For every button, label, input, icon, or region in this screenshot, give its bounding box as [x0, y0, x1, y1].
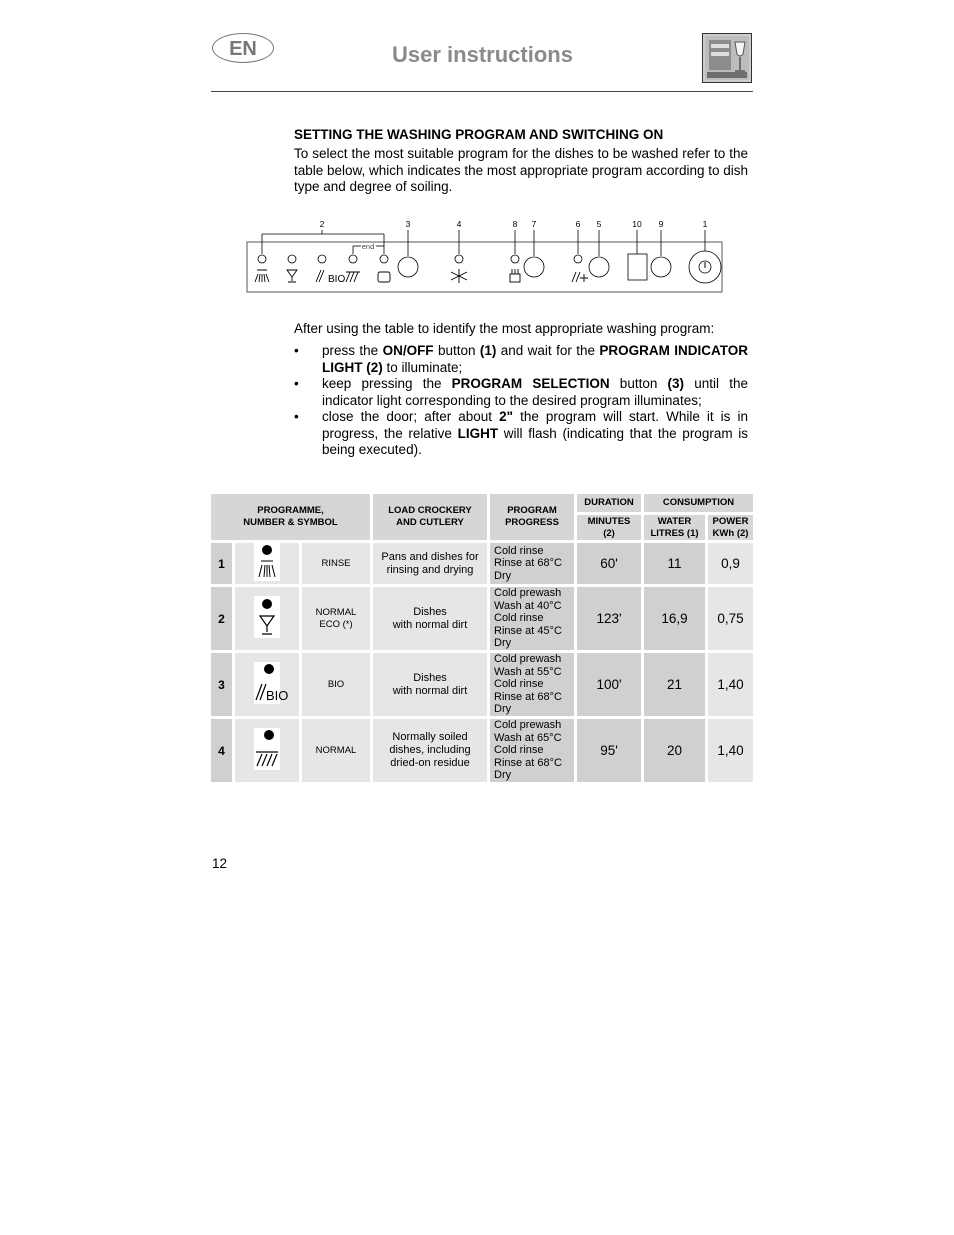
header-programme: PROGRAMME, NUMBER & SYMBOL — [211, 494, 370, 540]
instruction-list — [294, 343, 748, 459]
program-minutes: 95' — [577, 719, 641, 782]
table-row — [211, 543, 753, 584]
header-load: LOAD CROCKERY AND CUTLERY — [373, 494, 487, 540]
panel-label-4: 4 — [456, 219, 462, 229]
program-water: 16,9 — [644, 587, 705, 650]
header-duration: DURATION — [577, 494, 641, 512]
program-water: 20 — [644, 719, 705, 782]
panel-label-10: 10 — [632, 219, 642, 229]
panel-label-6: 6 — [575, 219, 581, 229]
dishwasher-logo-icon — [702, 33, 752, 83]
program-water: 11 — [644, 543, 705, 584]
program-power: 1,40 — [708, 653, 753, 716]
program-number: 1 — [211, 543, 232, 584]
program-load: Normally soiled dishes, including dried-on residue — [373, 719, 487, 782]
normal-wash-icon — [235, 719, 299, 782]
header-consumption: CONSUMPTION — [644, 494, 753, 512]
program-number: 4 — [211, 719, 232, 782]
program-load: Dishes with normal dirt — [373, 653, 487, 716]
intro-paragraph: To select the most suitable program for the dishes to be washed refer to the table below, which indicates the most appropriate program according to dish type and degree of soiling. — [294, 146, 749, 194]
program-table — [208, 491, 756, 785]
program-minutes: 123' — [577, 587, 641, 650]
page-number: 12 — [212, 856, 228, 871]
program-water: 21 — [644, 653, 705, 716]
after-table-paragraph: After using the table to identify the most appropriate washing program: — [294, 321, 715, 336]
rinse-shower-icon — [235, 543, 299, 584]
panel-label-end: end — [361, 242, 375, 251]
panel-label-3: 3 — [405, 219, 411, 229]
panel-label-8: 8 — [512, 219, 518, 229]
panel-label-5: 5 — [596, 219, 602, 229]
program-number: 3 — [211, 653, 232, 716]
table-row — [211, 653, 753, 716]
instruction-item-1: • press the ON/OFF button (1) and wait for the PROGRAM INDICATOR LIGHT (2) to illuminate; — [294, 343, 749, 375]
instruction-item-3: • close the door; after about 2" the program will start. While it is in progress, the relative LIGHT will flash (indicating that the program is being executed). — [294, 409, 749, 457]
table-row — [211, 587, 753, 650]
program-progress: Cold prewash Wash at 40°C Cold rinse Rinse at 45°C Dry — [490, 587, 574, 650]
svg-text:BIO: BIO — [328, 274, 346, 285]
page-title: User instructions — [392, 42, 573, 67]
program-load: Pans and dishes for rinsing and drying — [373, 543, 487, 584]
header-progress: PROGRAM PROGRESS — [490, 494, 574, 540]
panel-label-2: 2 — [319, 219, 325, 229]
program-load: Dishes with normal dirt — [373, 587, 487, 650]
program-name: NORMAL — [302, 719, 370, 782]
panel-label-9: 9 — [658, 219, 664, 229]
header-water: WATER LITRES (1) — [644, 515, 705, 540]
program-progress: Cold prewash Wash at 65°C Cold rinse Rinse at 68°C Dry — [490, 719, 574, 782]
program-minutes: 100' — [577, 653, 641, 716]
language-badge: EN — [212, 33, 274, 63]
program-progress: Cold prewash Wash at 55°C Cold rinse Rinse at 68°C Dry — [490, 653, 574, 716]
program-progress: Cold rinse Rinse at 68°C Dry — [490, 543, 574, 584]
panel-label-1: 1 — [702, 219, 708, 229]
instruction-item-2: • keep pressing the PROGRAM SELECTION button (3) until the indicator light corresponding to the desired program illuminates; — [294, 376, 748, 408]
program-name: RINSE — [302, 543, 370, 584]
program-power: 0,9 — [708, 543, 753, 584]
glass-icon — [235, 587, 299, 650]
panel-label-7: 7 — [531, 219, 537, 229]
bio-icon — [235, 653, 299, 716]
program-number: 2 — [211, 587, 232, 650]
program-minutes: 60' — [577, 543, 641, 584]
svg-text:BIO: BIO — [266, 688, 289, 703]
program-power: 0,75 — [708, 587, 753, 650]
program-power: 1,40 — [708, 719, 753, 782]
header-power: POWER KWh (2) — [708, 515, 753, 540]
program-name: BIO — [302, 653, 370, 716]
program-name: NORMAL ECO (*) — [302, 587, 370, 650]
control-panel-diagram — [240, 212, 730, 298]
table-row — [211, 719, 753, 782]
header-divider — [211, 91, 753, 92]
section-heading: SETTING THE WASHING PROGRAM AND SWITCHING ON — [294, 127, 664, 142]
header-minutes: MINUTES (2) — [577, 515, 641, 540]
